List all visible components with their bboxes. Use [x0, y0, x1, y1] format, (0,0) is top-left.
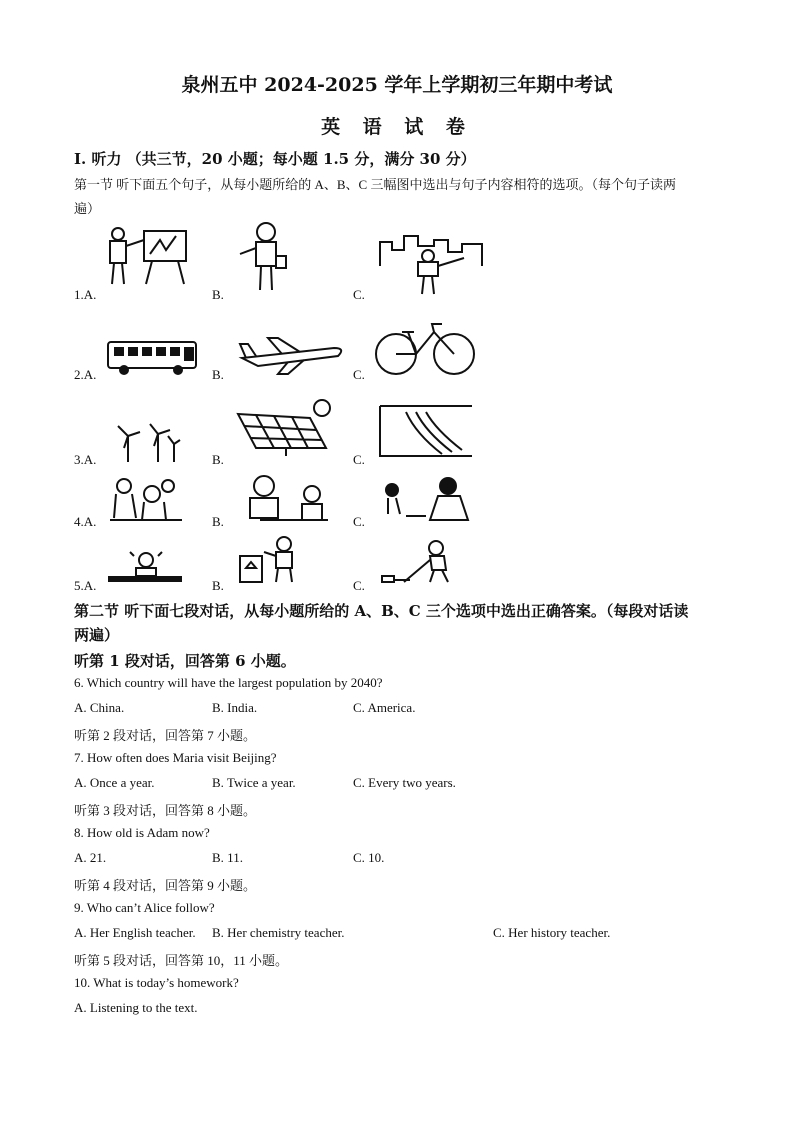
q7-option-b: B. Twice a year. — [212, 775, 296, 790]
option-c-label: C. — [353, 514, 365, 529]
question-8: 8. How old is Adam now? — [74, 825, 210, 840]
question-9: 9. Who can’t Alice follow? — [74, 900, 215, 915]
bicycle-icon — [372, 320, 478, 376]
section2-instruction-line1: 第二节 听下面七段对话，从每小题所给的 A、B、C 三个选项中选出正确答案。（每段对话读 — [74, 602, 689, 620]
question-6: 6. Which country will have the largest population by 2040? — [74, 675, 383, 690]
wind-turbines-icon — [108, 422, 182, 464]
q8-option-c: C. 10. — [353, 850, 385, 865]
picture-row-label-3: 3.A. — [74, 452, 97, 467]
section1-instruction-line2: 遍） — [74, 201, 101, 216]
option-b-label: B. — [212, 287, 224, 302]
girl-at-desk-icon — [106, 552, 184, 584]
section1-instruction-line1: 第一节 听下面五个句子，从每小题所给的 A、B、C 三幅图中选出与句子内容相符的选项。（每个句子读两 — [74, 177, 676, 192]
option-b-label: B. — [212, 367, 224, 382]
q8-option-b: B. 11. — [212, 850, 243, 865]
q7-option-a: A. Once a year. — [74, 775, 155, 790]
picture-row-label-4: 4.A. — [74, 514, 97, 529]
section2-instruction-line2: 两遍） — [74, 626, 120, 644]
hydro-dam-icon — [376, 404, 476, 458]
exam-subtitle: 英 语 试 卷 — [321, 116, 473, 138]
question-10: 10. What is today’s homework? — [74, 975, 239, 990]
solar-panel-icon — [236, 396, 336, 458]
q6-option-c: C. America. — [353, 700, 416, 715]
man-presenting-city-icon — [378, 236, 484, 294]
option-b-label: B. — [212, 578, 224, 593]
option-c-label: C. — [353, 287, 365, 302]
dialog4-intro: 听第 4 段对话，回答第 9 小题。 — [74, 878, 257, 893]
father-son-playing-icon — [376, 474, 480, 524]
airplane-icon — [238, 334, 348, 376]
family-cooking-icon — [106, 474, 186, 524]
part1-heading: Ⅰ. 听力 （共三节，20 小题；每小题 1.5 分，满分 30 分） — [74, 150, 476, 168]
girl-recycling-icon — [236, 536, 302, 584]
q6-option-b: B. India. — [212, 700, 258, 715]
girl-mopping-icon — [380, 540, 480, 584]
dialog1-intro: 听第 1 段对话，回答第 6 小题。 — [74, 652, 296, 670]
dialog3-intro: 听第 3 段对话，回答第 8 小题。 — [74, 803, 257, 818]
option-c-label: C. — [353, 452, 365, 467]
q6-option-a: A. China. — [74, 700, 125, 715]
picture-row-label-2: 2.A. — [74, 367, 97, 382]
picture-row-label-1: 1.A. — [74, 287, 97, 302]
exam-title: 泉州五中 2024-2025 学年上学期初三年期中考试 — [181, 74, 613, 96]
q9-option-b: B. Her chemistry teacher. — [212, 925, 345, 940]
option-c-label: C. — [353, 367, 365, 382]
option-c-label: C. — [353, 578, 365, 593]
option-b-label: B. — [212, 452, 224, 467]
q9-option-c: C. Her history teacher. — [493, 925, 611, 940]
bus-icon — [106, 340, 198, 376]
man-and-boy-icon — [238, 474, 332, 524]
q9-option-a: A. Her English teacher. — [74, 925, 196, 940]
dialog2-intro: 听第 2 段对话，回答第 7 小题。 — [74, 728, 257, 743]
q7-option-c: C. Every two years. — [353, 775, 456, 790]
dialog5-intro: 听第 5 段对话，回答第 10，11 小题。 — [74, 953, 289, 968]
tourist-with-bag-icon — [236, 222, 296, 292]
picture-row-label-5: 5.A. — [74, 578, 97, 593]
q10-option-a: A. Listening to the text. — [74, 1000, 198, 1015]
option-b-label: B. — [212, 514, 224, 529]
question-7: 7. How often does Maria visit Beijing? — [74, 750, 277, 765]
painter-at-easel-icon — [104, 226, 196, 288]
q8-option-a: A. 21. — [74, 850, 107, 865]
